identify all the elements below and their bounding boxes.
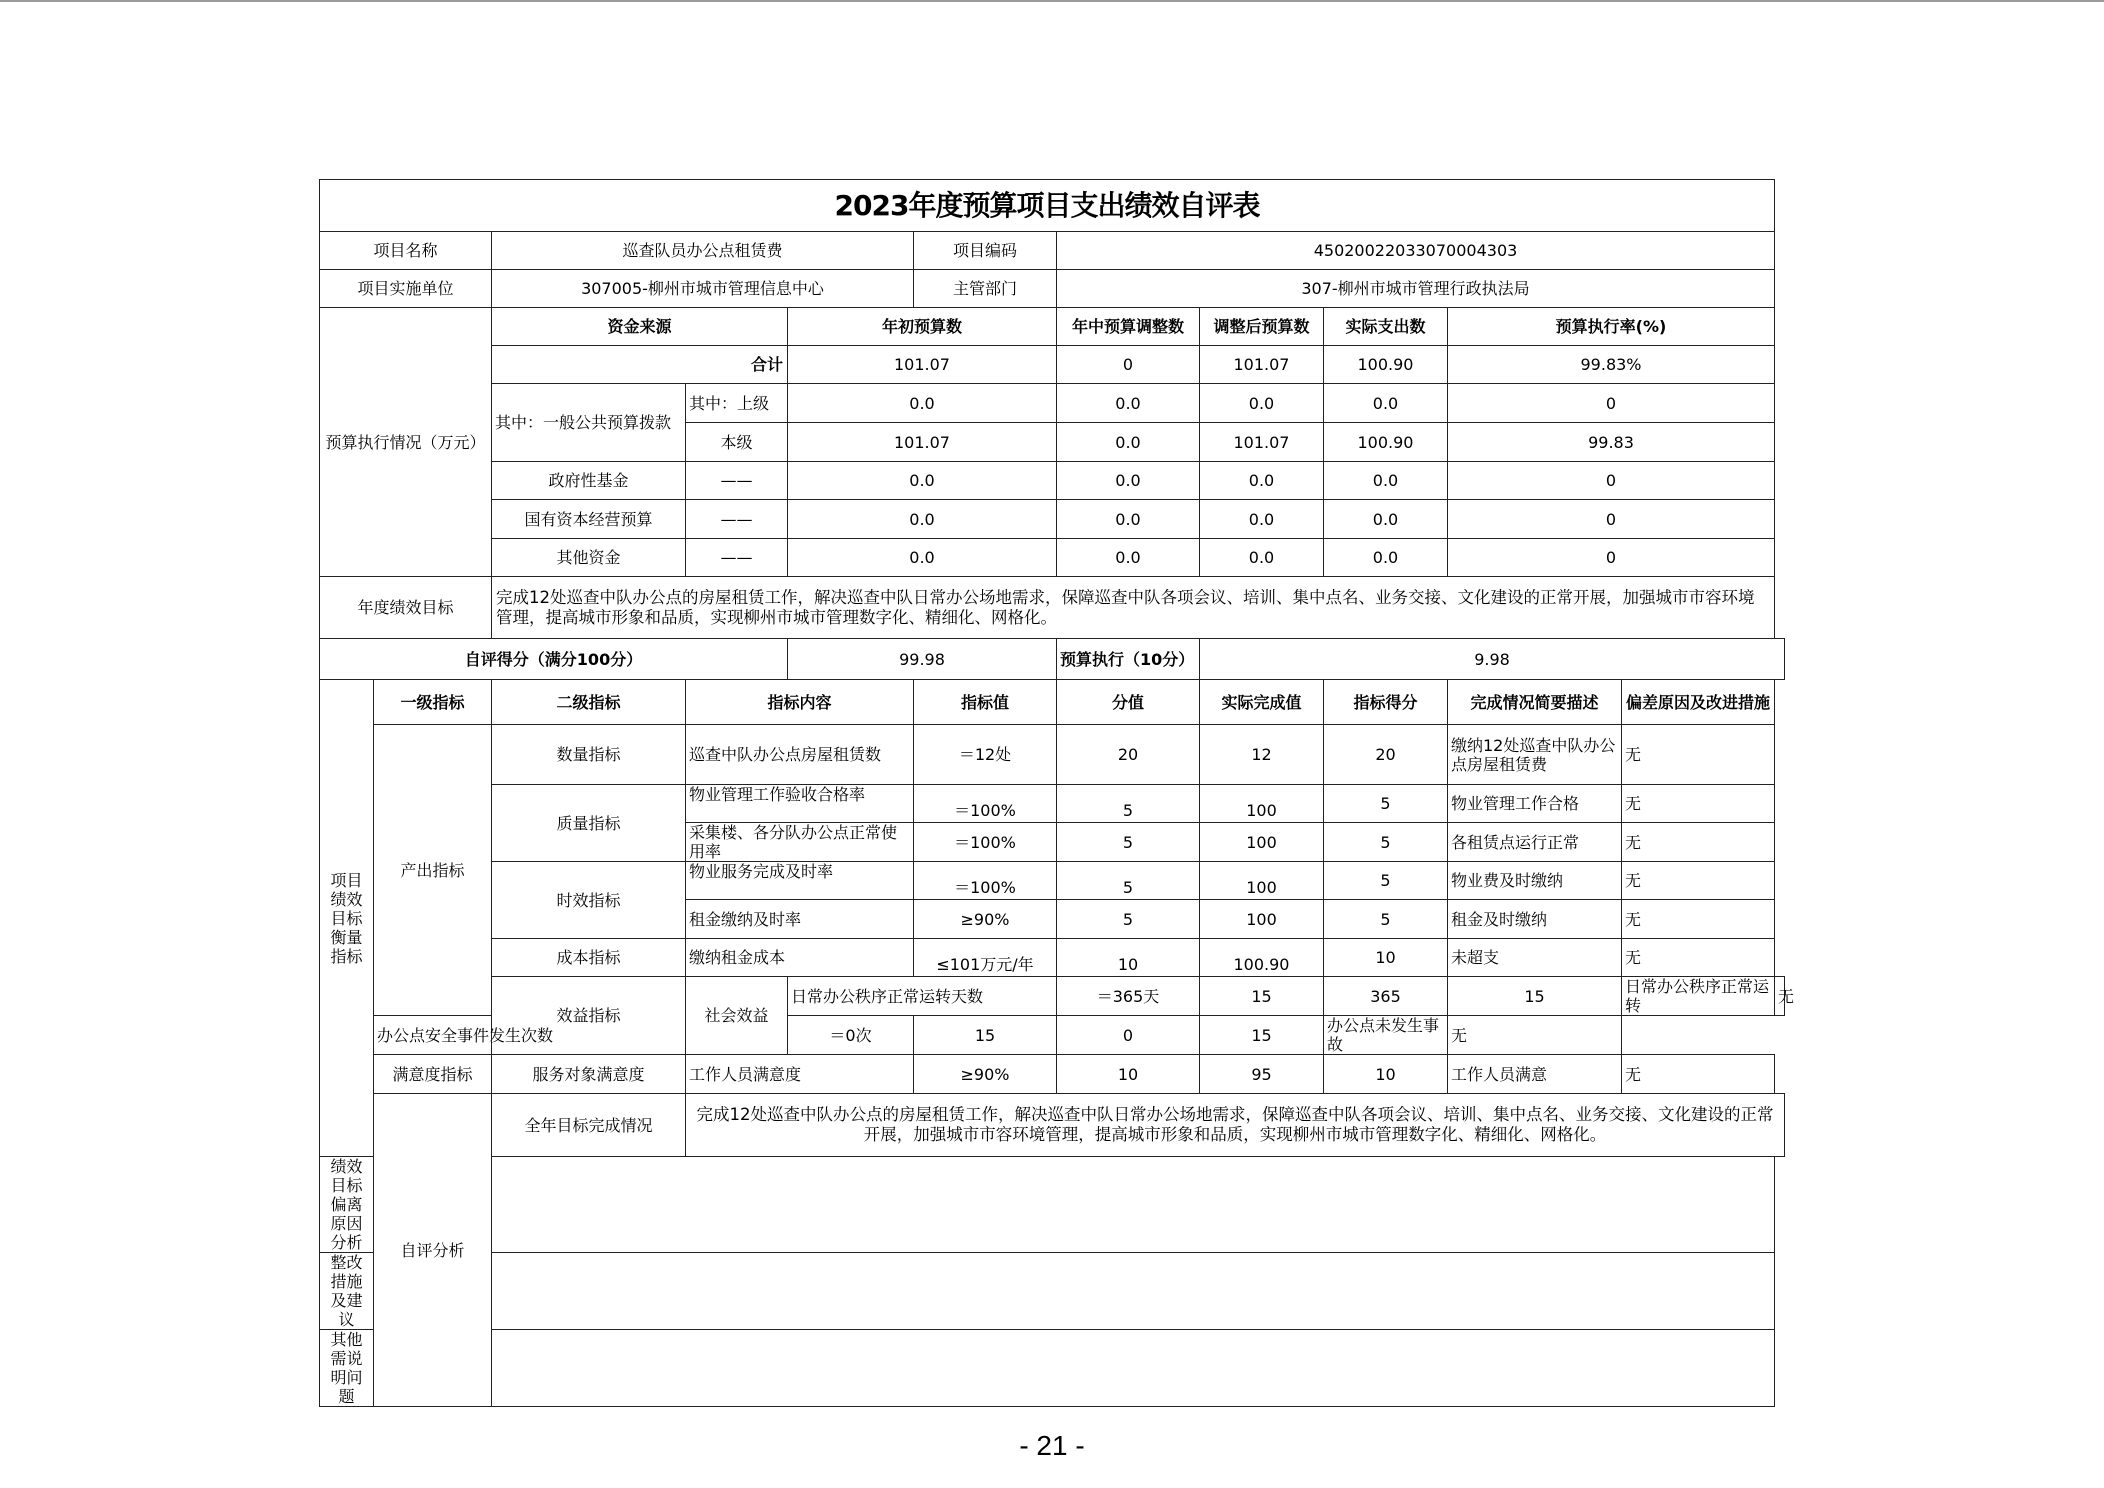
budget-header-adjust: 年中预算调整数 [1057,308,1200,346]
budget-upper-adjust: 0.0 [1057,384,1200,423]
indicator-actual: 0 [1057,1016,1200,1055]
level2-quantity: 数量指标 [492,725,686,785]
level2-cost: 成本指标 [492,939,686,977]
budget-total-actual: 100.90 [1324,346,1448,384]
indicator-target: ＝100% [914,823,1057,862]
indicator-score: 10 [1324,939,1448,977]
budget-own-actual: 100.90 [1324,423,1448,462]
page-number: - 21 - [1019,1430,1085,1461]
indicator-actual: 100 [1200,900,1324,939]
evaluation-table [319,179,1795,1407]
budget-section-label: 预算执行情况（万元） [320,308,492,577]
indicator-target: ＝0次 [788,1016,914,1055]
budget-total-adjusted: 101.07 [1200,346,1324,384]
indicator-desc: 日常办公秩序正常运转 [1622,977,1775,1016]
indicators-section-label: 项目绩效目标衡量指标 [320,680,374,1157]
budget-state-capital-initial: 0.0 [788,500,1057,539]
other-issues-label: 其他需说明问题 [320,1330,374,1407]
indicator-reason: 无 [1622,900,1775,939]
indicator-content: 缴纳租金成本 [686,939,914,977]
ind-header-score: 指标得分 [1324,680,1448,725]
budget-total-rate: 99.83% [1448,346,1775,384]
indicator-reason: 无 [1622,1055,1775,1094]
budget-other-actual: 0.0 [1324,539,1448,577]
budget-own-adjusted: 101.07 [1200,423,1324,462]
budget-header-source: 资金来源 [492,308,788,346]
indicator-target: ＝12处 [914,725,1057,785]
other-issues-text [492,1330,1775,1407]
indicator-content: 办公点安全事件发生次数 [374,1016,686,1055]
indicator-desc: 物业费及时缴纳 [1448,862,1622,900]
budget-other-adjusted: 0.0 [1200,539,1324,577]
indicator-desc: 租金及时缴纳 [1448,900,1622,939]
indicator-target: ＝100% [914,862,1057,900]
budget-own-initial: 101.07 [788,423,1057,462]
top-border-line [0,0,2104,2]
self-score-label: 自评得分（满分100分） [320,639,788,680]
indicator-score: 15 [1200,1016,1324,1055]
self-score-value: 99.98 [788,639,1057,680]
completion-label: 全年目标完成情况 [492,1094,686,1157]
indicator-actual: 100 [1200,862,1324,900]
indicator-target: ≥90% [914,1055,1057,1094]
unit-label: 项目实施单位 [320,270,492,308]
budget-fund-initial: 0.0 [788,462,1057,500]
deviation-text [492,1157,1775,1253]
indicator-weight: 5 [1057,900,1200,939]
indicator-weight: 5 [1057,862,1200,900]
level2-quality: 质量指标 [492,785,686,862]
budget-header-rate: 预算执行率(%) [1448,308,1775,346]
indicator-content: 日常办公秩序正常运转天数 [788,977,1057,1016]
table-title: 2023年度预算项目支出绩效自评表 [320,180,1775,232]
budget-other-sub: —— [686,539,788,577]
indicator-weight: 15 [1200,977,1324,1016]
level1-satisfaction: 满意度指标 [374,1055,492,1094]
budget-own-adjust: 0.0 [1057,423,1200,462]
indicator-score: 5 [1324,785,1448,823]
budget-upper-adjusted: 0.0 [1200,384,1324,423]
level2-service-satisfaction: 服务对象满意度 [492,1055,686,1094]
indicator-score: 5 [1324,823,1448,862]
indicator-reason: 无 [1622,939,1775,977]
indicator-reason: 无 [1622,785,1775,823]
indicator-content: 租金缴纳及时率 [686,900,914,939]
indicator-reason: 无 [1622,725,1775,785]
ind-header-desc: 完成情况简要描述 [1448,680,1622,725]
project-name: 巡查队员办公点租赁费 [492,232,914,270]
budget-header-initial: 年初预算数 [788,308,1057,346]
indicator-reason: 无 [1775,977,1785,1016]
indicator-content: 工作人员满意度 [686,1055,914,1094]
budget-fund-adjusted: 0.0 [1200,462,1324,500]
indicator-weight: 20 [1057,725,1200,785]
ind-header-actual: 实际完成值 [1200,680,1324,725]
budget-state-capital-label: 国有资本经营预算 [492,500,686,539]
indicator-desc: 缴纳12处巡查中队办公点房屋租赁费 [1448,725,1622,785]
ind-header-reason: 偏差原因及改进措施 [1622,680,1775,725]
budget-fund-actual: 0.0 [1324,462,1448,500]
level2-timeliness: 时效指标 [492,862,686,939]
ind-header-level1: 一级指标 [374,680,492,725]
budget-total-label: 合计 [492,346,788,384]
budget-state-capital-rate: 0 [1448,500,1775,539]
budget-state-capital-adjusted: 0.0 [1200,500,1324,539]
ind-header-weight: 分值 [1057,680,1200,725]
budget-other-initial: 0.0 [788,539,1057,577]
budget-header-actual: 实际支出数 [1324,308,1448,346]
annual-goal-text: 完成12处巡查中队办公点的房屋租赁工作，解决巡查中队日常办公场地需求，保障巡查中队各项会议、培训、集中点名、业务交接、文化建设的正常开展，加强城市市容环境管理，提高城市形象和品质，实现柳州市城市管理数字化、精细化、网格化。 [492,577,1775,639]
indicator-target: ＝365天 [1057,977,1200,1016]
indicator-weight: 5 [1057,785,1200,823]
indicator-reason: 无 [1448,1016,1622,1055]
indicator-target: ≥90% [914,900,1057,939]
rectify-text [492,1253,1775,1330]
ind-header-content: 指标内容 [686,680,914,725]
analysis-section-label: 自评分析 [374,1094,492,1407]
budget-state-capital-actual: 0.0 [1324,500,1448,539]
indicator-desc: 工作人员满意 [1448,1055,1622,1094]
indicator-score: 5 [1324,862,1448,900]
indicator-actual: 100 [1200,785,1324,823]
budget-own-label: 本级 [686,423,788,462]
annual-goal-label: 年度绩效目标 [320,577,492,639]
indicator-actual: 100.90 [1200,939,1324,977]
indicator-actual: 100 [1200,823,1324,862]
budget-fund-label: 政府性基金 [492,462,686,500]
budget-upper-rate: 0 [1448,384,1775,423]
level1-output: 产出指标 [374,725,492,1016]
deviation-label: 绩效目标偏离原因分析 [320,1157,374,1253]
budget-upper-label: 其中：上级 [686,384,788,423]
budget-upper-initial: 0.0 [788,384,1057,423]
indicator-score: 5 [1324,900,1448,939]
project-name-label: 项目名称 [320,232,492,270]
budget-exec-score-label: 预算执行（10分） [1057,639,1200,680]
unit-value: 307005-柳州市城市管理信息中心 [492,270,914,308]
budget-fund-rate: 0 [1448,462,1775,500]
budget-other-label: 其他资金 [492,539,686,577]
project-code-label: 项目编码 [914,232,1057,270]
ind-header-target: 指标值 [914,680,1057,725]
indicator-reason: 无 [1622,823,1775,862]
budget-fund-adjust: 0.0 [1057,462,1200,500]
budget-exec-score-value: 9.98 [1200,639,1785,680]
indicator-target: ≤101万元/年 [914,939,1057,977]
indicator-desc: 办公点未发生事故 [1324,1016,1448,1055]
indicator-desc: 未超支 [1448,939,1622,977]
indicator-target: ＝100% [914,785,1057,823]
indicator-weight: 10 [1057,1055,1200,1094]
indicator-actual: 95 [1200,1055,1324,1094]
budget-general-label: 其中：一般公共预算拨款 [492,384,686,462]
indicator-score: 15 [1448,977,1622,1016]
level1-benefit: 效益指标 [492,977,686,1055]
indicator-actual: 365 [1324,977,1448,1016]
budget-other-adjust: 0.0 [1057,539,1200,577]
performance-self-evaluation-sheet [319,179,1795,1406]
level2-social: 社会效益 [686,977,788,1055]
dept-value: 307-柳州市城市管理行政执法局 [1057,270,1775,308]
indicator-weight: 5 [1057,823,1200,862]
indicator-desc: 各租赁点运行正常 [1448,823,1622,862]
indicator-reason: 无 [1622,862,1775,900]
indicator-content: 采集楼、各分队办公点正常使用率 [686,823,914,862]
budget-total-initial: 101.07 [788,346,1057,384]
indicator-desc: 物业管理工作合格 [1448,785,1622,823]
ind-header-level2: 二级指标 [492,680,686,725]
budget-state-capital-adjust: 0.0 [1057,500,1200,539]
indicator-actual: 12 [1200,725,1324,785]
budget-header-adjusted: 调整后预算数 [1200,308,1324,346]
budget-other-rate: 0 [1448,539,1775,577]
indicator-score: 20 [1324,725,1448,785]
indicator-weight: 10 [1057,939,1200,977]
budget-own-rate: 99.83 [1448,423,1775,462]
dept-label: 主管部门 [914,270,1057,308]
indicator-content: 巡查中队办公点房屋租赁数 [686,725,914,785]
indicator-content: 物业管理工作验收合格率 [686,785,914,823]
project-code: 45020022033070004303 [1057,232,1775,270]
rectify-label: 整改措施及建议 [320,1253,374,1330]
budget-upper-actual: 0.0 [1324,384,1448,423]
indicator-weight: 15 [914,1016,1057,1055]
completion-text: 完成12处巡查中队办公点的房屋租赁工作，解决巡查中队日常办公场地需求，保障巡查中队各项会议、培训、集中点名、业务交接、文化建设的正常开展，加强城市市容环境管理，提高城市形象和品质，实现柳州市城市管理数字化、精细化、网格化。 [686,1094,1785,1157]
budget-state-capital-sub: —— [686,500,788,539]
budget-fund-sub: —— [686,462,788,500]
indicator-score: 10 [1324,1055,1448,1094]
indicator-content: 物业服务完成及时率 [686,862,914,900]
budget-total-adjust: 0 [1057,346,1200,384]
